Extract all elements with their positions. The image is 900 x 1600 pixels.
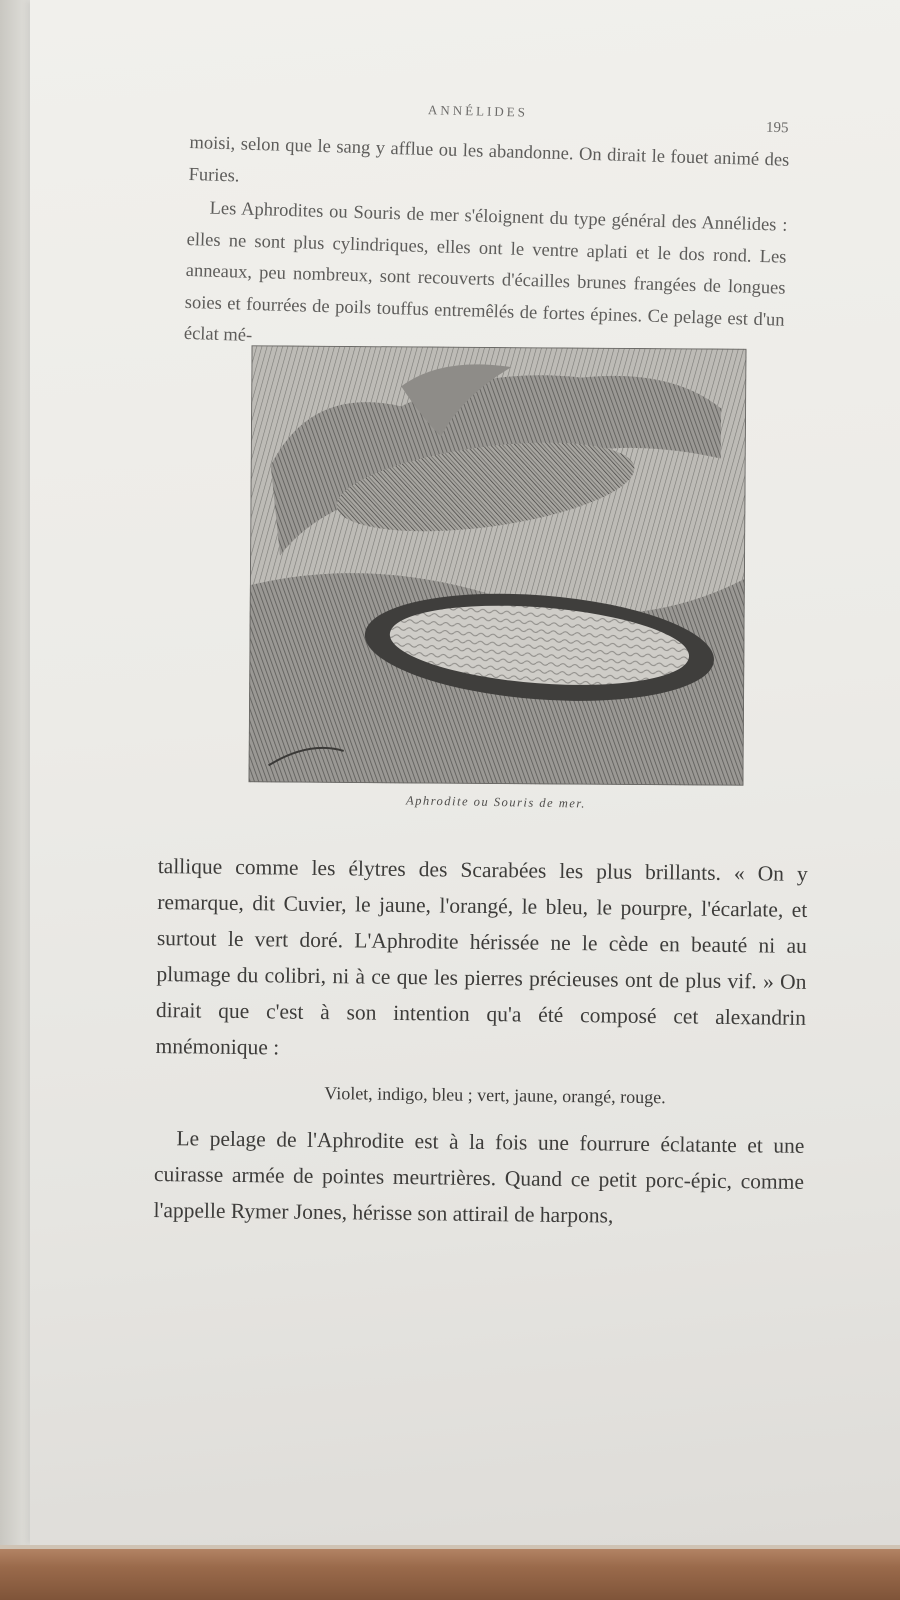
top-paragraph-2: Les Aphrodites ou Souris de mer s'éloignent du type général des Annélides : elles ne sont plus cylindriques, elles ont le ventre aplati et le dos rond. Les anneaux, peu nombreux, sont recouverts d'écailles brunes frangées de longues soies et fourrées de poils touffus entremêlés de fortes épines. Ce pelage est d'un éclat mé- — [183, 198, 788, 346]
top-paragraph-1: moisi, selon que le sang y afflue ou les abandonne. On dirait le fouet animé des Furies. — [188, 132, 790, 186]
bottom-paragraph-1: tallique comme les élytres des Scarabées les plus brillants. « On y remarque, dit Cuvier, le jaune, l'orangé, le bleu, le pourpre, l'écarlate, et surtout le vert doré. L'Aphrodite hérissée ne le cède en beauté ni au plumage du colibri, ni à ce que les pierres précieuses ont de plus vif. » On dirait que c'est à son intention qu'a été composé cet alexandrin mnémonique : — [155, 853, 808, 1060]
aphrodite-engraving — [248, 345, 746, 785]
bottom-paragraph-2: Le pelage de l'Aphrodite est à la fois une fourrure éclatante et une cuirasse armée de pointes meurtrières. Quand ce petit porc-épic, comme l'appelle Rymer Jones, hérisse son attirail de harpons, — [153, 1126, 805, 1228]
engraving-illustration — [248, 345, 746, 785]
mnemonic-verse: Violet, indigo, bleu ; vert, jaune, orangé, rouge. — [324, 1083, 666, 1108]
figure-caption: Aphrodite ou Souris de mer. — [405, 793, 587, 811]
page-number: 195 — [765, 119, 789, 137]
running-head: ANNÉLIDES — [427, 102, 529, 120]
wooden-table — [0, 1545, 900, 1600]
top-text-block — [183, 128, 789, 368]
bottom-text-block — [153, 848, 808, 1236]
